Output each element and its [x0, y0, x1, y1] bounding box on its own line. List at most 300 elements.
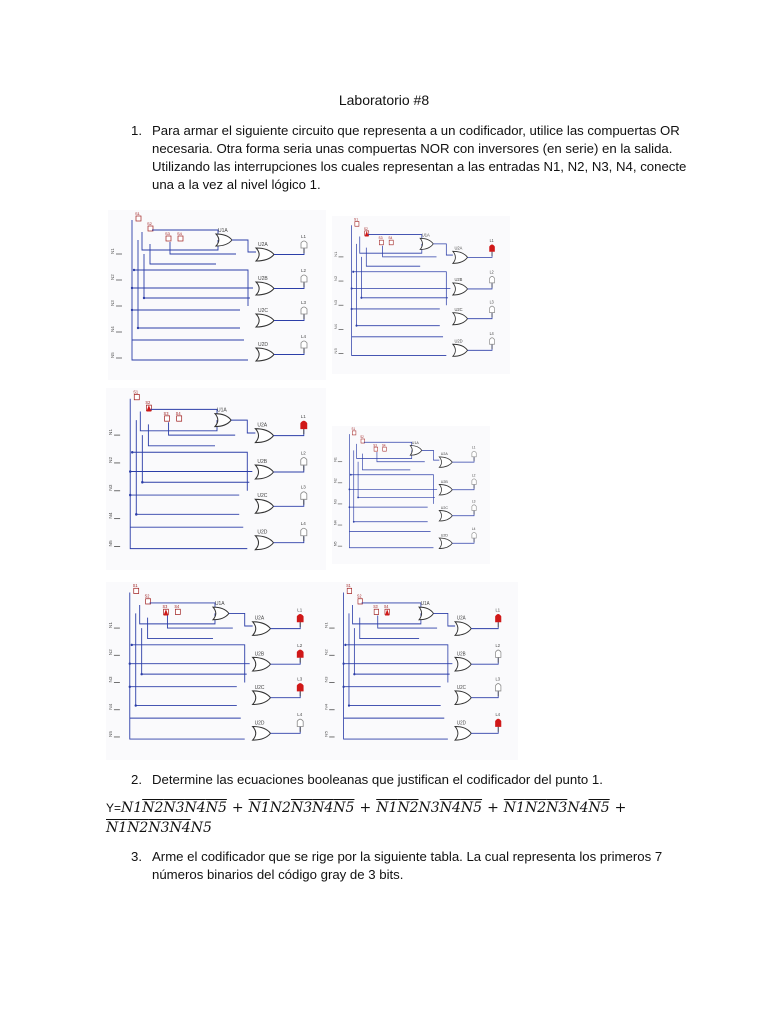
circuit-group: [110, 211, 307, 361]
negated-variable: N2: [524, 800, 547, 816]
negated-variable: N5: [460, 800, 483, 816]
led-label: L1: [301, 234, 307, 239]
switch-label: S3: [378, 236, 383, 241]
switch-label: S1: [135, 211, 140, 216]
junction-dot: [140, 673, 142, 676]
wire: [468, 345, 492, 351]
input-label: N5: [110, 352, 115, 358]
led: [301, 492, 307, 499]
wire: [136, 420, 239, 514]
input-label: N5: [323, 730, 329, 737]
circuit-diagram-4: [332, 426, 490, 564]
wire: [150, 409, 217, 415]
input-label: N3: [323, 676, 329, 683]
wire: [138, 240, 240, 328]
led-label: L3: [297, 676, 303, 682]
gate-label: U2C: [454, 306, 463, 312]
input-label: N3: [108, 484, 114, 491]
variable: N1: [121, 800, 143, 816]
switch: [166, 236, 171, 241]
input-label: N4: [333, 520, 338, 526]
led: [496, 614, 501, 621]
or-gate: [455, 726, 471, 740]
wire: [452, 457, 474, 462]
gate-label: U2C: [254, 684, 265, 691]
circuit-diagram-3: [106, 388, 326, 570]
switch-label: S2: [145, 399, 151, 406]
gate-label: U2B: [456, 652, 466, 658]
item-line: Utilizando las interrupciones los cuales representan a las entradas N1, N2, N3, N4, conecte: [152, 159, 687, 174]
wire: [144, 254, 250, 298]
junction-dot: [353, 521, 355, 523]
switch-label: S3: [162, 604, 168, 610]
wire: [142, 628, 247, 674]
gate-label: U1A: [217, 407, 227, 414]
negated-variable: N3: [290, 800, 313, 816]
wire: [270, 691, 300, 697]
led: [301, 528, 307, 535]
circuit-svg: [106, 582, 322, 760]
led: [301, 275, 307, 282]
or-gate: [453, 251, 468, 263]
gate-label: U2D: [257, 529, 268, 536]
gate-label: U1A: [214, 600, 225, 608]
gate-label: U2A: [258, 242, 268, 248]
input-label: N2: [108, 649, 113, 656]
plus-sign: +: [614, 800, 627, 816]
negated-variable: N4: [184, 800, 206, 816]
plus-sign: +: [231, 800, 244, 816]
led-label: L4: [297, 711, 303, 718]
item-line: Arme el codificador que se rige por la siguiente tabla. La cual representa los primeros 7: [152, 849, 663, 864]
gate-label: U2C: [257, 493, 268, 500]
switch-label: S1: [132, 583, 138, 589]
led-label: L1: [297, 607, 303, 613]
wire: [349, 613, 441, 705]
or-gate: [253, 622, 271, 636]
negated-variable: N5: [205, 800, 227, 816]
or-gate: [253, 657, 271, 671]
wire: [422, 450, 439, 460]
switch-label: S2: [360, 435, 364, 440]
led: [472, 532, 476, 538]
led-label: L1: [495, 607, 501, 613]
junction-dot: [141, 481, 143, 484]
gate-label: U2D: [258, 342, 269, 348]
negated-variable: N1: [248, 800, 270, 816]
gate-label: U1A: [421, 232, 430, 238]
junction-dot: [348, 704, 350, 707]
input-label: N2: [323, 649, 329, 656]
led-label: L2: [297, 642, 303, 648]
negated-variable: N3: [546, 800, 568, 816]
circuit-svg: [332, 216, 510, 374]
gate-label: U2A: [257, 422, 268, 429]
wire: [433, 244, 453, 255]
switch: [383, 447, 387, 451]
circuit-diagram-1: [108, 210, 326, 380]
led-label: L1: [300, 413, 306, 420]
switch-label: S2: [357, 593, 362, 599]
gate-label: U2A: [456, 616, 466, 622]
input-label: N1: [323, 622, 329, 629]
or-gate: [455, 657, 471, 671]
switch: [175, 609, 180, 614]
gate-label: U2B: [258, 276, 268, 282]
junction-dot: [349, 506, 351, 508]
gate-label: U1A: [411, 440, 419, 445]
circuit-svg: [332, 426, 490, 564]
wire: [468, 252, 492, 258]
circuit-svg: [106, 388, 326, 570]
switch: [178, 236, 183, 241]
led-label: L3: [301, 300, 307, 305]
junction-dot: [351, 287, 353, 289]
switch-label: S3: [373, 603, 378, 610]
switch: [165, 416, 170, 421]
led-label: L3: [495, 676, 501, 682]
switch-label: S4: [388, 236, 393, 241]
item-number: 1.: [131, 123, 142, 138]
led-label: L1: [471, 445, 476, 450]
junction-dot: [131, 644, 133, 647]
led-label: L4: [301, 334, 307, 339]
wire: [274, 349, 304, 355]
switch-label: S4: [384, 603, 389, 610]
negated-variable: N1: [376, 800, 398, 816]
wire: [368, 235, 422, 241]
or-gate: [253, 691, 271, 705]
wire: [274, 466, 304, 472]
junction-dot: [131, 287, 133, 289]
led-label: L3: [471, 499, 476, 504]
wire: [136, 613, 237, 705]
gate-label: U2B: [254, 651, 265, 658]
switch: [355, 222, 359, 227]
gate-label: U1A: [218, 228, 228, 234]
input-label: N1: [333, 251, 338, 257]
boolean-equation-line-2: [106, 820, 212, 836]
junction-dot: [131, 451, 133, 454]
gate-label: U1A: [420, 601, 430, 608]
led: [496, 650, 501, 657]
input-label: N5: [333, 348, 338, 354]
switch-label: S4: [174, 604, 180, 610]
circuit-diagram-6: [322, 582, 518, 760]
plus-sign: +: [359, 800, 372, 816]
gate-label: U2D: [456, 721, 466, 727]
led: [301, 458, 307, 465]
plus-sign: +: [487, 800, 499, 816]
wire: [452, 485, 474, 490]
switch-label: S1: [351, 426, 356, 432]
gate-label: U2A: [440, 452, 448, 457]
circuit-group: [324, 583, 501, 740]
negated-variable: N1: [106, 820, 128, 836]
gate-label: U2A: [254, 615, 265, 622]
negated-variable: N3: [148, 820, 170, 836]
negated-variable: N1: [503, 800, 525, 816]
wire: [358, 462, 435, 498]
variable: N4: [567, 800, 589, 816]
or-gate: [453, 313, 468, 325]
wire: [274, 429, 304, 435]
item-line: una a la vez al nivel lógico 1.: [152, 177, 321, 192]
or-gate: [256, 314, 274, 327]
or-gate: [255, 465, 273, 479]
input-label: N3: [110, 300, 115, 306]
circuit-diagram-5: [106, 582, 322, 760]
junction-dot: [356, 325, 358, 327]
wire: [452, 538, 474, 543]
variable: N3: [418, 800, 440, 816]
variable: N2: [269, 800, 291, 816]
wire: [232, 240, 256, 252]
switch: [347, 588, 351, 593]
wire: [274, 249, 304, 255]
switch-label: S2: [144, 593, 150, 599]
circuit-group: [333, 217, 494, 356]
junction-dot: [129, 470, 131, 473]
wire: [471, 727, 498, 733]
or-gate: [453, 283, 468, 295]
switch-label: S1: [346, 582, 351, 589]
gate-label: U2D: [454, 338, 463, 344]
wire: [354, 628, 449, 674]
or-gate: [455, 691, 471, 705]
or-gate: [255, 499, 273, 513]
led-label: L4: [471, 526, 476, 531]
negated-variable: N4: [439, 800, 461, 816]
switch: [177, 416, 182, 421]
junction-dot: [129, 494, 131, 497]
switch-label: S2: [147, 221, 152, 226]
input-label: N2: [333, 275, 338, 282]
item-number: 2.: [131, 772, 142, 787]
led-label: L2: [471, 473, 476, 478]
switch-label: S2: [363, 226, 368, 232]
led-label: L2: [301, 268, 307, 273]
negated-variable: N2: [127, 820, 149, 836]
wire: [433, 613, 455, 626]
switch: [374, 447, 378, 451]
junction-dot: [344, 644, 346, 647]
or-gate: [255, 429, 273, 443]
or-gate: [253, 726, 271, 740]
junction-dot: [353, 673, 355, 676]
wire: [364, 442, 412, 447]
circuit-diagram-2: [332, 216, 510, 374]
junction-dot: [137, 327, 139, 329]
negated-variable: N2: [397, 800, 419, 816]
gate-label: U2B: [257, 458, 268, 465]
or-gate: [255, 536, 273, 550]
or-gate: [256, 348, 274, 361]
negated-variable: N2: [142, 800, 164, 816]
negated-variable: N4: [312, 800, 334, 816]
led-label: L1: [489, 237, 494, 244]
item-number: 3.: [131, 849, 142, 864]
item-line: números binarios del código gray de 3 bits.: [152, 867, 404, 882]
junction-dot: [352, 271, 354, 273]
led-label: L2: [495, 642, 501, 648]
input-label: N1: [108, 622, 113, 629]
or-gate: [453, 344, 468, 356]
circuit-group: [334, 427, 477, 549]
or-gate: [213, 607, 229, 620]
or-gate: [216, 234, 232, 246]
led: [301, 241, 307, 248]
junction-dot: [129, 662, 131, 665]
or-gate: [455, 622, 471, 636]
junction-dot: [129, 685, 131, 688]
or-gate: [410, 445, 422, 455]
or-gate: [256, 248, 274, 261]
gate-label: U2C: [258, 308, 269, 314]
junction-dot: [357, 496, 359, 498]
boolean-equation-line-1: [106, 800, 631, 816]
led: [297, 614, 303, 621]
or-gate: [256, 282, 274, 295]
circuit-svg: [108, 210, 326, 380]
wire: [274, 500, 304, 506]
led: [496, 719, 501, 726]
input-label: N1: [110, 248, 115, 254]
gate-label: U2A: [454, 245, 463, 251]
switch: [374, 609, 378, 614]
led: [301, 307, 307, 314]
input-label: N2: [110, 274, 115, 280]
junction-dot: [360, 297, 362, 299]
led: [472, 451, 476, 457]
switch-label: S1: [354, 217, 359, 222]
gate-label: U2C: [440, 505, 448, 510]
gate-label: U2D: [254, 720, 265, 727]
led-label: L3: [300, 484, 306, 490]
led: [297, 719, 303, 726]
switch-label: S4: [175, 410, 181, 416]
page-title: Laboratorio #8: [338, 92, 430, 108]
led: [496, 684, 501, 691]
led: [297, 650, 303, 657]
input-label: N4: [108, 512, 114, 519]
wire: [361, 257, 448, 298]
input-label: N2: [108, 456, 114, 463]
junction-dot: [350, 474, 352, 476]
wire: [356, 244, 439, 326]
circuit-group: [108, 389, 307, 549]
switch: [134, 588, 139, 593]
or-gate: [439, 510, 452, 521]
wire: [270, 727, 300, 733]
input-label: N3: [333, 299, 338, 306]
gate-label: U2B: [440, 479, 448, 484]
wire: [471, 622, 498, 628]
input-label: N5: [108, 540, 114, 547]
wire: [452, 511, 474, 516]
wire: [231, 420, 255, 433]
led-label: L2: [300, 450, 306, 456]
input-label: N4: [110, 326, 115, 332]
negated-variable: N3: [163, 800, 185, 816]
wire: [152, 230, 218, 236]
led: [297, 684, 303, 691]
wire: [270, 622, 300, 628]
led-label: L4: [489, 330, 494, 337]
or-gate: [419, 607, 433, 620]
switch-label: S1: [133, 389, 139, 395]
switch-label: S3: [165, 231, 170, 236]
junction-dot: [351, 308, 353, 310]
wire: [270, 658, 300, 664]
wire: [150, 603, 215, 609]
input-label: N2: [333, 478, 338, 483]
wire: [471, 691, 498, 697]
wire: [229, 613, 253, 626]
junction-dot: [135, 704, 137, 707]
led-label: L4: [495, 711, 501, 718]
led: [301, 341, 307, 348]
led: [472, 505, 476, 511]
switch: [389, 240, 393, 245]
led: [490, 338, 495, 345]
input-label: N3: [333, 499, 338, 504]
wire: [468, 283, 492, 289]
led-label: L3: [489, 299, 494, 305]
input-label: N3: [108, 676, 113, 683]
junction-dot: [342, 685, 344, 688]
switch: [136, 216, 141, 221]
switch-label: S3: [163, 410, 169, 416]
led: [490, 306, 495, 313]
circuit-svg: [322, 582, 518, 760]
item-line: Determine las ecuaciones booleanas que justifican el codificador del punto 1.: [152, 772, 603, 787]
switch-label: S4: [177, 231, 182, 236]
led: [301, 421, 307, 428]
wire: [274, 536, 304, 542]
junction-dot: [135, 513, 137, 516]
led-label: L2: [489, 269, 494, 275]
junction-dot: [133, 269, 135, 271]
wire: [142, 435, 249, 482]
switch-label: S4: [382, 443, 386, 448]
input-label: N1: [333, 457, 338, 462]
switch: [352, 431, 356, 435]
input-label: N4: [333, 324, 338, 330]
input-label: N4: [108, 703, 113, 710]
input-label: N4: [323, 703, 329, 710]
led: [490, 245, 495, 252]
equation-lead: Y=: [106, 801, 122, 815]
wire: [362, 603, 421, 609]
or-gate: [439, 457, 452, 468]
led: [472, 479, 476, 485]
wire: [354, 450, 428, 521]
or-gate: [420, 238, 433, 249]
variable: N5: [190, 820, 212, 836]
input-label: N5: [333, 541, 338, 547]
negated-variable: N5: [588, 800, 610, 816]
or-gate: [439, 538, 452, 549]
led: [490, 276, 495, 283]
wire: [274, 315, 304, 321]
gate-label: U2D: [440, 533, 448, 538]
wire: [274, 283, 304, 289]
circuit-group: [108, 583, 303, 740]
or-gate: [215, 414, 231, 427]
junction-dot: [143, 297, 145, 299]
switch: [134, 394, 139, 399]
